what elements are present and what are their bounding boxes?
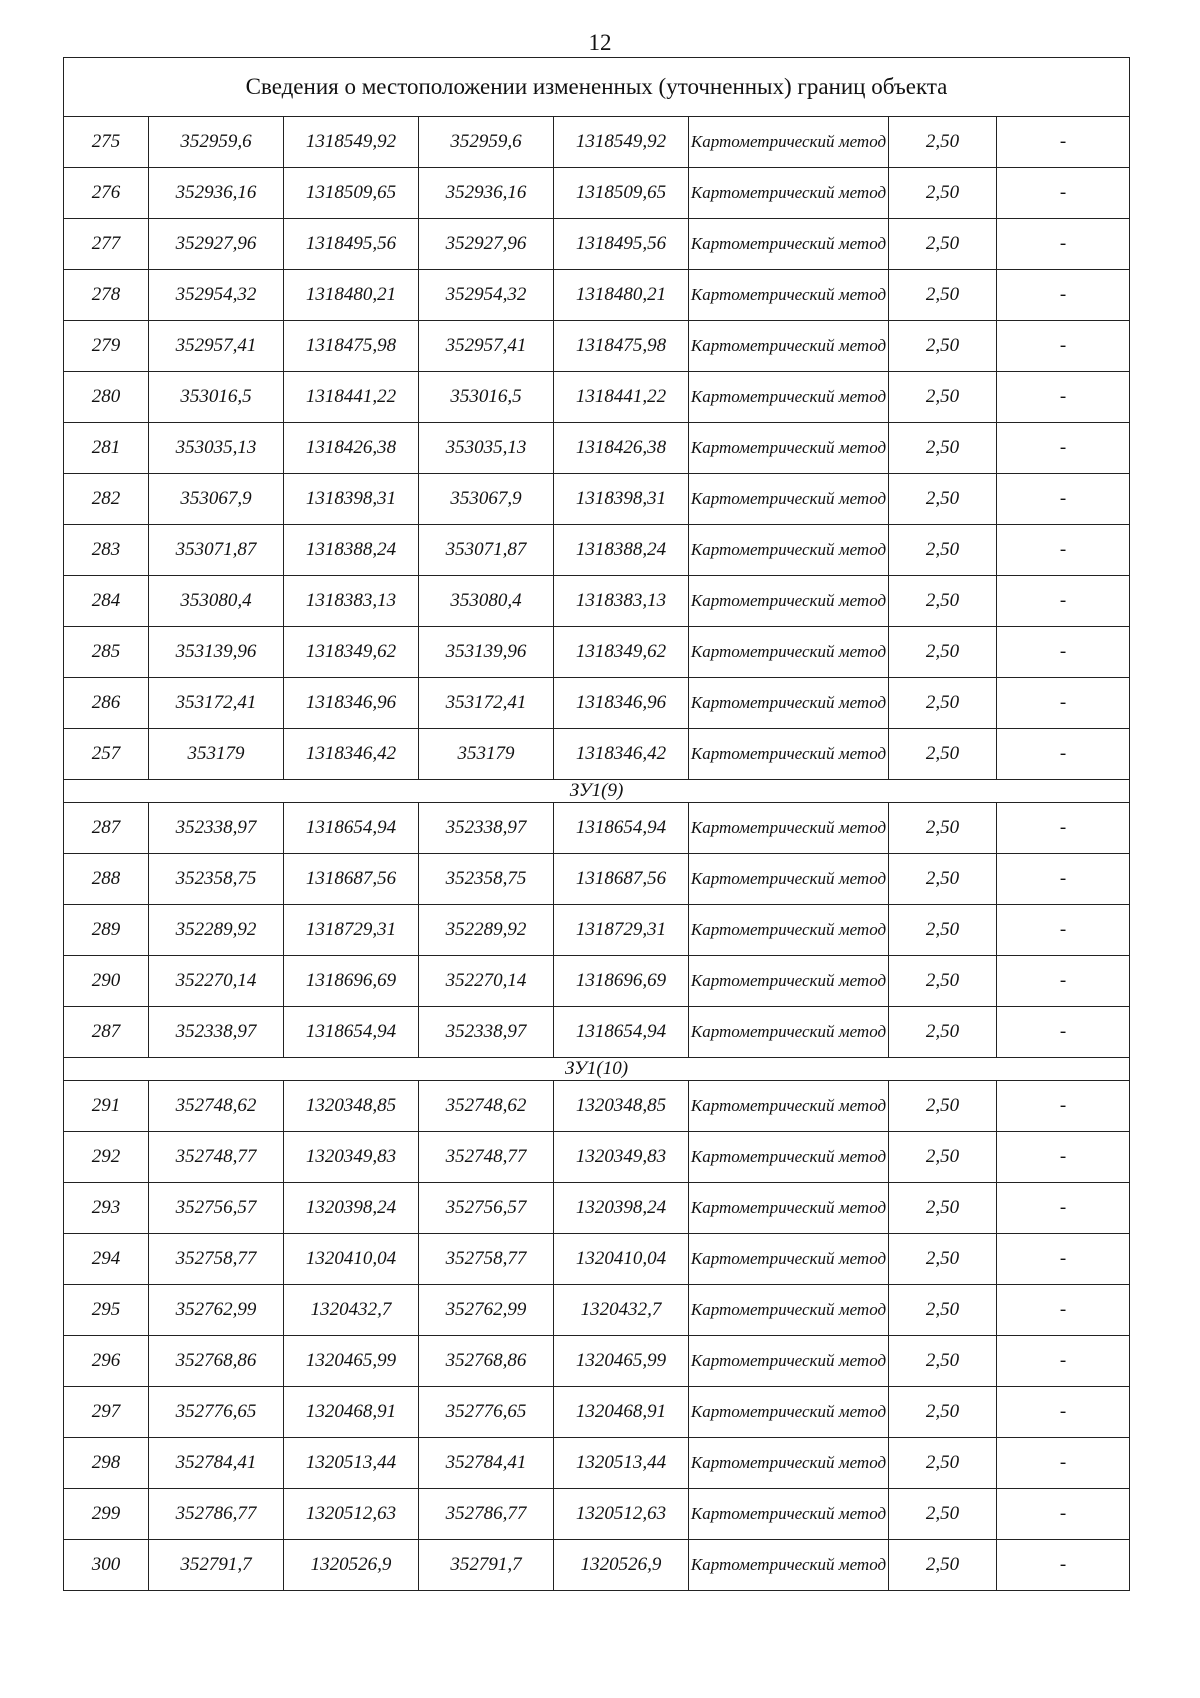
cell-x-new: 353071,87	[419, 525, 554, 576]
cell-accuracy: 2,50	[889, 219, 997, 270]
cell-y-new: 1318729,31	[554, 905, 689, 956]
cell-y-new: 1320410,04	[554, 1234, 689, 1285]
table-title: Сведения о местоположении измененных (уточненных) границ объекта	[64, 58, 1130, 117]
cell-accuracy: 2,50	[889, 1336, 997, 1387]
cell-point-number: 288	[64, 854, 149, 905]
cell-y-existing: 1320465,99	[284, 1336, 419, 1387]
cell-x-new: 352957,41	[419, 321, 554, 372]
cell-method: Картометрический метод	[689, 854, 889, 905]
cell-x-existing: 353080,4	[149, 576, 284, 627]
cell-y-existing: 1318654,94	[284, 803, 419, 854]
cell-method: Картометрический метод	[689, 803, 889, 854]
cell-description: -	[997, 576, 1130, 627]
cell-accuracy: 2,50	[889, 168, 997, 219]
cell-x-new: 352768,86	[419, 1336, 554, 1387]
cell-description: -	[997, 1387, 1130, 1438]
table-row	[64, 117, 1130, 168]
cell-y-existing: 1318426,38	[284, 423, 419, 474]
cell-x-existing: 353071,87	[149, 525, 284, 576]
cell-y-new: 1320432,7	[554, 1285, 689, 1336]
cell-method: Картометрический метод	[689, 168, 889, 219]
table-row	[64, 1387, 1130, 1438]
cell-method: Картометрический метод	[689, 372, 889, 423]
cell-y-existing: 1318480,21	[284, 270, 419, 321]
cell-description: -	[997, 270, 1130, 321]
cell-point-number: 296	[64, 1336, 149, 1387]
table-row	[64, 1438, 1130, 1489]
cell-x-existing: 352762,99	[149, 1285, 284, 1336]
cell-point-number: 299	[64, 1489, 149, 1540]
table-row	[64, 372, 1130, 423]
cell-y-existing: 1318549,92	[284, 117, 419, 168]
cell-description: -	[997, 1438, 1130, 1489]
cell-x-existing: 352768,86	[149, 1336, 284, 1387]
cell-x-existing: 352270,14	[149, 956, 284, 1007]
table-row	[64, 729, 1130, 780]
table-row	[64, 576, 1130, 627]
cell-y-new: 1318509,65	[554, 168, 689, 219]
cell-y-existing: 1320512,63	[284, 1489, 419, 1540]
cell-accuracy: 2,50	[889, 1007, 997, 1058]
cell-y-existing: 1318509,65	[284, 168, 419, 219]
cell-x-existing: 352358,75	[149, 854, 284, 905]
cell-x-new: 352791,7	[419, 1540, 554, 1591]
cell-point-number: 287	[64, 1007, 149, 1058]
cell-accuracy: 2,50	[889, 1438, 997, 1489]
cell-y-new: 1318346,96	[554, 678, 689, 729]
cell-point-number: 280	[64, 372, 149, 423]
cell-accuracy: 2,50	[889, 905, 997, 956]
cell-accuracy: 2,50	[889, 678, 997, 729]
cell-point-number: 283	[64, 525, 149, 576]
table-row	[64, 321, 1130, 372]
section-label: ЗУ1(9)	[64, 780, 1130, 803]
cell-y-existing: 1318441,22	[284, 372, 419, 423]
cell-y-new: 1320526,9	[554, 1540, 689, 1591]
cell-x-existing: 353016,5	[149, 372, 284, 423]
cell-method: Картометрический метод	[689, 1132, 889, 1183]
cell-x-existing: 353139,96	[149, 627, 284, 678]
cell-method: Картометрический метод	[689, 1007, 889, 1058]
cell-point-number: 294	[64, 1234, 149, 1285]
cell-accuracy: 2,50	[889, 117, 997, 168]
cell-x-new: 353172,41	[419, 678, 554, 729]
table-row	[64, 168, 1130, 219]
cell-accuracy: 2,50	[889, 627, 997, 678]
cell-accuracy: 2,50	[889, 270, 997, 321]
cell-point-number: 290	[64, 956, 149, 1007]
cell-point-number: 286	[64, 678, 149, 729]
cell-y-existing: 1318495,56	[284, 219, 419, 270]
cell-x-new: 353080,4	[419, 576, 554, 627]
table-row	[64, 678, 1130, 729]
cell-x-existing: 352786,77	[149, 1489, 284, 1540]
cell-y-existing: 1318729,31	[284, 905, 419, 956]
cell-method: Картометрический метод	[689, 905, 889, 956]
cell-point-number: 275	[64, 117, 149, 168]
cell-y-new: 1318426,38	[554, 423, 689, 474]
cell-method: Картометрический метод	[689, 117, 889, 168]
cell-point-number: 295	[64, 1285, 149, 1336]
cell-point-number: 278	[64, 270, 149, 321]
cell-description: -	[997, 729, 1130, 780]
cell-method: Картометрический метод	[689, 627, 889, 678]
cell-x-existing: 352338,97	[149, 803, 284, 854]
cell-accuracy: 2,50	[889, 372, 997, 423]
cell-x-new: 352338,97	[419, 803, 554, 854]
cell-point-number: 285	[64, 627, 149, 678]
cell-x-existing: 353067,9	[149, 474, 284, 525]
cell-x-new: 352270,14	[419, 956, 554, 1007]
cell-x-existing: 352957,41	[149, 321, 284, 372]
cell-y-existing: 1318349,62	[284, 627, 419, 678]
table-row	[64, 854, 1130, 905]
cell-x-existing: 352748,62	[149, 1081, 284, 1132]
cell-x-existing: 353179	[149, 729, 284, 780]
section-header-row	[64, 1058, 1130, 1081]
cell-y-existing: 1320526,9	[284, 1540, 419, 1591]
cell-method: Картометрический метод	[689, 729, 889, 780]
cell-y-new: 1318388,24	[554, 525, 689, 576]
cell-y-new: 1318383,13	[554, 576, 689, 627]
table-row	[64, 1007, 1130, 1058]
cell-y-new: 1320512,63	[554, 1489, 689, 1540]
cell-point-number: 276	[64, 168, 149, 219]
cell-x-new: 352959,6	[419, 117, 554, 168]
cell-method: Картометрический метод	[689, 1234, 889, 1285]
cell-description: -	[997, 905, 1130, 956]
table-title-row	[64, 58, 1130, 117]
cell-point-number: 293	[64, 1183, 149, 1234]
cell-x-existing: 352748,77	[149, 1132, 284, 1183]
table-row	[64, 1336, 1130, 1387]
cell-y-existing: 1320513,44	[284, 1438, 419, 1489]
cell-method: Картометрический метод	[689, 1387, 889, 1438]
cell-method: Картометрический метод	[689, 219, 889, 270]
cell-point-number: 279	[64, 321, 149, 372]
cell-y-new: 1318654,94	[554, 1007, 689, 1058]
cell-point-number: 281	[64, 423, 149, 474]
cell-y-existing: 1318398,31	[284, 474, 419, 525]
cell-y-existing: 1320398,24	[284, 1183, 419, 1234]
cell-x-existing: 352784,41	[149, 1438, 284, 1489]
table-row	[64, 1489, 1130, 1540]
cell-y-new: 1320398,24	[554, 1183, 689, 1234]
cell-method: Картометрический метод	[689, 525, 889, 576]
cell-accuracy: 2,50	[889, 1234, 997, 1285]
cell-y-new: 1318687,56	[554, 854, 689, 905]
boundary-coordinates-table	[63, 57, 1130, 1591]
cell-y-existing: 1318687,56	[284, 854, 419, 905]
cell-description: -	[997, 117, 1130, 168]
cell-x-new: 352784,41	[419, 1438, 554, 1489]
cell-y-new: 1320468,91	[554, 1387, 689, 1438]
table-row	[64, 474, 1130, 525]
cell-description: -	[997, 1336, 1130, 1387]
cell-point-number: 297	[64, 1387, 149, 1438]
cell-y-new: 1320465,99	[554, 1336, 689, 1387]
cell-description: -	[997, 1081, 1130, 1132]
cell-x-new: 353016,5	[419, 372, 554, 423]
cell-accuracy: 2,50	[889, 729, 997, 780]
table-row	[64, 1081, 1130, 1132]
table-row	[64, 803, 1130, 854]
cell-x-existing: 352338,97	[149, 1007, 284, 1058]
cell-accuracy: 2,50	[889, 1081, 997, 1132]
cell-x-existing: 353035,13	[149, 423, 284, 474]
cell-y-new: 1320513,44	[554, 1438, 689, 1489]
cell-description: -	[997, 168, 1130, 219]
cell-method: Картометрический метод	[689, 1336, 889, 1387]
cell-x-existing: 353172,41	[149, 678, 284, 729]
cell-method: Картометрический метод	[689, 1285, 889, 1336]
cell-x-new: 352289,92	[419, 905, 554, 956]
cell-x-new: 352758,77	[419, 1234, 554, 1285]
cell-accuracy: 2,50	[889, 854, 997, 905]
cell-x-new: 352748,77	[419, 1132, 554, 1183]
cell-point-number: 292	[64, 1132, 149, 1183]
table-row	[64, 627, 1130, 678]
cell-y-existing: 1318388,24	[284, 525, 419, 576]
table-row	[64, 905, 1130, 956]
cell-accuracy: 2,50	[889, 423, 997, 474]
cell-point-number: 284	[64, 576, 149, 627]
cell-x-new: 352786,77	[419, 1489, 554, 1540]
cell-method: Картометрический метод	[689, 1081, 889, 1132]
table-row	[64, 423, 1130, 474]
cell-y-new: 1318696,69	[554, 956, 689, 1007]
table-row	[64, 525, 1130, 576]
cell-x-existing: 352758,77	[149, 1234, 284, 1285]
cell-method: Картометрический метод	[689, 576, 889, 627]
cell-y-new: 1318398,31	[554, 474, 689, 525]
table-row	[64, 1234, 1130, 1285]
cell-accuracy: 2,50	[889, 1132, 997, 1183]
cell-description: -	[997, 1132, 1130, 1183]
cell-accuracy: 2,50	[889, 1540, 997, 1591]
cell-method: Картометрический метод	[689, 1489, 889, 1540]
cell-point-number: 257	[64, 729, 149, 780]
cell-method: Картометрический метод	[689, 678, 889, 729]
cell-y-new: 1318654,94	[554, 803, 689, 854]
cell-method: Картометрический метод	[689, 1540, 889, 1591]
cell-point-number: 298	[64, 1438, 149, 1489]
cell-x-new: 353139,96	[419, 627, 554, 678]
cell-y-new: 1318549,92	[554, 117, 689, 168]
cell-method: Картометрический метод	[689, 423, 889, 474]
cell-description: -	[997, 321, 1130, 372]
cell-y-new: 1318495,56	[554, 219, 689, 270]
cell-method: Картометрический метод	[689, 474, 889, 525]
cell-description: -	[997, 627, 1130, 678]
cell-y-new: 1318441,22	[554, 372, 689, 423]
cell-description: -	[997, 1183, 1130, 1234]
cell-x-existing: 352791,7	[149, 1540, 284, 1591]
table-row	[64, 1285, 1130, 1336]
cell-y-existing: 1318696,69	[284, 956, 419, 1007]
cell-y-new: 1318475,98	[554, 321, 689, 372]
cell-method: Картометрический метод	[689, 1183, 889, 1234]
cell-x-new: 352748,62	[419, 1081, 554, 1132]
cell-accuracy: 2,50	[889, 1285, 997, 1336]
cell-accuracy: 2,50	[889, 525, 997, 576]
cell-method: Картометрический метод	[689, 270, 889, 321]
cell-accuracy: 2,50	[889, 474, 997, 525]
cell-x-new: 352756,57	[419, 1183, 554, 1234]
cell-description: -	[997, 854, 1130, 905]
cell-accuracy: 2,50	[889, 1387, 997, 1438]
cell-description: -	[997, 1007, 1130, 1058]
cell-accuracy: 2,50	[889, 576, 997, 627]
cell-y-existing: 1320349,83	[284, 1132, 419, 1183]
cell-point-number: 277	[64, 219, 149, 270]
cell-y-existing: 1320432,7	[284, 1285, 419, 1336]
cell-x-existing: 352936,16	[149, 168, 284, 219]
cell-accuracy: 2,50	[889, 956, 997, 1007]
cell-description: -	[997, 423, 1130, 474]
cell-description: -	[997, 1285, 1130, 1336]
cell-x-new: 353179	[419, 729, 554, 780]
cell-description: -	[997, 678, 1130, 729]
cell-point-number: 289	[64, 905, 149, 956]
cell-x-existing: 352776,65	[149, 1387, 284, 1438]
cell-x-new: 352936,16	[419, 168, 554, 219]
table-row	[64, 270, 1130, 321]
cell-description: -	[997, 1540, 1130, 1591]
cell-accuracy: 2,50	[889, 1183, 997, 1234]
cell-y-new: 1318346,42	[554, 729, 689, 780]
cell-point-number: 282	[64, 474, 149, 525]
cell-y-new: 1318480,21	[554, 270, 689, 321]
cell-x-new: 352927,96	[419, 219, 554, 270]
cell-description: -	[997, 219, 1130, 270]
section-header-row	[64, 780, 1130, 803]
cell-y-existing: 1320410,04	[284, 1234, 419, 1285]
table-row	[64, 1540, 1130, 1591]
cell-y-existing: 1318383,13	[284, 576, 419, 627]
cell-method: Картометрический метод	[689, 1438, 889, 1489]
table-row	[64, 956, 1130, 1007]
cell-x-new: 352954,32	[419, 270, 554, 321]
cell-description: -	[997, 956, 1130, 1007]
cell-description: -	[997, 525, 1130, 576]
cell-x-new: 352338,97	[419, 1007, 554, 1058]
cell-accuracy: 2,50	[889, 803, 997, 854]
cell-method: Картометрический метод	[689, 321, 889, 372]
cell-y-new: 1318349,62	[554, 627, 689, 678]
table-row	[64, 1183, 1130, 1234]
cell-description: -	[997, 803, 1130, 854]
section-label: ЗУ1(10)	[64, 1058, 1130, 1081]
cell-x-existing: 352756,57	[149, 1183, 284, 1234]
cell-x-new: 353035,13	[419, 423, 554, 474]
cell-x-existing: 352927,96	[149, 219, 284, 270]
cell-method: Картометрический метод	[689, 956, 889, 1007]
cell-x-existing: 352954,32	[149, 270, 284, 321]
cell-y-existing: 1320468,91	[284, 1387, 419, 1438]
table-row	[64, 1132, 1130, 1183]
cell-x-new: 352762,99	[419, 1285, 554, 1336]
cell-y-existing: 1318475,98	[284, 321, 419, 372]
cell-description: -	[997, 1489, 1130, 1540]
cell-y-new: 1320348,85	[554, 1081, 689, 1132]
cell-y-new: 1320349,83	[554, 1132, 689, 1183]
cell-point-number: 300	[64, 1540, 149, 1591]
cell-description: -	[997, 372, 1130, 423]
page-number: 12	[588, 30, 612, 55]
cell-description: -	[997, 474, 1130, 525]
cell-x-existing: 352289,92	[149, 905, 284, 956]
table-row	[64, 219, 1130, 270]
cell-point-number: 291	[64, 1081, 149, 1132]
cell-x-existing: 352959,6	[149, 117, 284, 168]
cell-description: -	[997, 1234, 1130, 1285]
cell-y-existing: 1320348,85	[284, 1081, 419, 1132]
cell-x-new: 353067,9	[419, 474, 554, 525]
cell-y-existing: 1318654,94	[284, 1007, 419, 1058]
cell-y-existing: 1318346,42	[284, 729, 419, 780]
cell-y-existing: 1318346,96	[284, 678, 419, 729]
cell-x-new: 352358,75	[419, 854, 554, 905]
cell-point-number: 287	[64, 803, 149, 854]
cell-accuracy: 2,50	[889, 1489, 997, 1540]
cell-accuracy: 2,50	[889, 321, 997, 372]
cell-x-new: 352776,65	[419, 1387, 554, 1438]
